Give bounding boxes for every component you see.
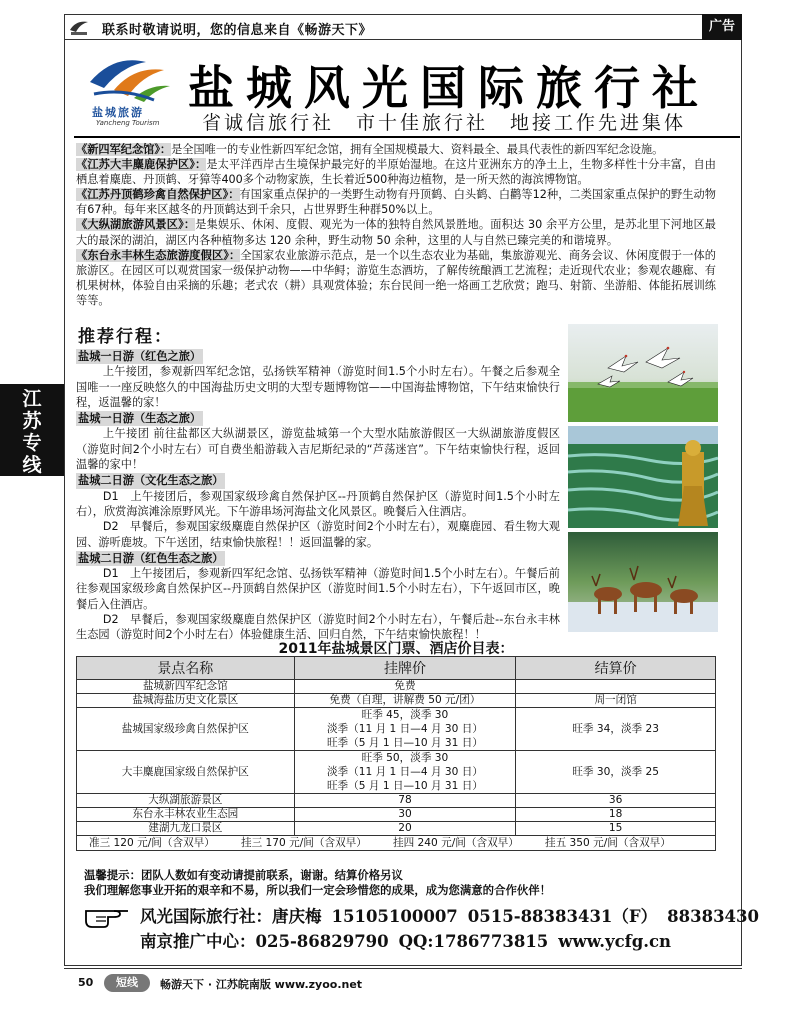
hotel-price: 挂三 170 元/间（含双早） (241, 836, 367, 849)
company-name: 盐城风光国际旅行社 (188, 61, 710, 115)
table-cell-name: 盐城新四军纪念馆 (77, 680, 295, 694)
side-section-label (0, 384, 64, 476)
attraction-text: 是全国唯一的专业性新四军纪念馆，拥有全国规模最大、资料最全、最具代表性的新四军纪念设施。 (171, 143, 664, 156)
table-cell-name: 大纵湖旅游景区 (77, 794, 295, 808)
itinerary-text: 上午接团，参观新四军纪念馆，弘扬铁军精神（游览时间1.5个小时左右）。午餐之后参观全国唯一一座反映悠久的中国海盐历史文明的大型专题博物馆——中国海盐博物馆，下午结束愉快行程，返温馨的家！ (76, 365, 560, 409)
itinerary-item (76, 410, 560, 472)
table-row (77, 708, 716, 751)
itinerary-title: 推荐行程： (78, 327, 173, 347)
itinerary-list (76, 348, 560, 643)
contact-qq: QQ:1786773815 (398, 932, 549, 951)
table-cell-settle: 周一闭馆 (516, 694, 716, 708)
table-cell-settle: 36 (516, 794, 716, 808)
contact-fax: 0515-88383431（F） (467, 907, 658, 926)
hotel-price: 挂四 240 元/间（含双早） (393, 836, 519, 849)
header-rule (74, 136, 740, 138)
price-line: 淡季（11 月 1 日—4 月 30 日） (326, 723, 483, 735)
price-line: 旺季（5 月 1 日—10 月 31 日） (326, 737, 483, 749)
attraction-name: 《东台永丰林生态旅游度假区》： (76, 248, 241, 262)
table-cell-name: 大丰麋鹿国家级自然保护区 (77, 751, 295, 794)
attraction-text: 是太平洋西岸古生境保护最完好的半原始湿地。在这片亚洲东方的净土上，生物多样性十分丰富，自由栖息着麋鹿、丹顶鹤、牙獐等400多个动物家族，生长着近500种海边植物，是一所天然的海滨博物馆。 (76, 158, 716, 187)
attraction-name: 《新四军纪念馆》： (76, 143, 172, 156)
attraction-text: 是集娱乐、休闲、度假、观光为一体的独特自然风景胜地。面积达 30 余平方公里，是苏北里下河地区最大的最深的湖泊，湖区内各种植物多达 120 余种，野生动物 50 余种，这里的人与自然已臻完美的和谐境界。 (76, 218, 716, 247)
table-row (77, 694, 716, 708)
price-line: 淡季（11 月 1 日—4 月 30 日） (326, 766, 483, 778)
pointing-hand-icon (84, 903, 132, 929)
price-table-title: 2011年盐城景区门票、酒店价目表： (278, 641, 514, 657)
warm-tip (84, 868, 724, 898)
attraction-text: 有国家重点保护的一类野生动物有丹顶鹤、白头鹤、白鹳等12种，二类国家重点保护的野生动物有67种。每年来区越冬的丹顶鹤达到千余只，占世界野生种群50%以上。 (76, 188, 716, 217)
contact-line (140, 904, 769, 929)
contact-company: 风光国际旅行社：唐庆梅 (140, 907, 322, 926)
contact-block (140, 904, 769, 954)
itinerary-text: D2 早餐后，参观国家级麋鹿自然保护区（游览时间2个小时左右），午餐后赴--东台永丰林生态园（游览时间2个小时左右）体验健康生活、回归自然，下午结束愉快旅程！！ (76, 613, 560, 642)
tip-line: 温馨提示：团队人数如有变动请提前联系，谢谢。结算价格另议 (84, 868, 403, 882)
company-slogan: 省诚信旅行社 市十佳旅行社 地接工作先进集体 (202, 112, 687, 134)
ad-tag: 广告 (702, 14, 742, 40)
logo-text: 盐城旅游 (92, 106, 144, 119)
magazine-mini-logo-icon (68, 18, 90, 36)
top-rule (64, 39, 702, 40)
side-label-char: 苏 (22, 410, 42, 432)
table-row (77, 808, 716, 822)
itinerary-day-title: 盐城二日游（红色生态之旅） (78, 551, 224, 565)
side-label-char: 专 (22, 432, 42, 454)
intro-paragraph (76, 248, 716, 308)
attraction-text: 全国家农业旅游示范点，是一个以生态农业为基础，集旅游观光、商务会议、休闲度假于一体的旅游区。在园区可以观赏国家一级保护动物——中华鲟；游览生态酒坊，了解传统酿酒工艺流程；走近现代农业；参观农趣廊、有机果树林，体验自由采摘的乐趣；老式农（耕）具观赏体验；东台民间一绝一烙画工艺欣赏；跑马、射箭、坐游船、体能拓展训练等等。 (76, 248, 716, 307)
price-line: 旺季（5 月 1 日—10 月 31 日） (326, 780, 483, 792)
table-row (77, 751, 716, 794)
table-cell-name: 建湖九龙口景区 (77, 822, 295, 836)
price-line: 旺季 45，淡季 30 (361, 709, 449, 721)
intro-paragraph (76, 217, 716, 247)
table-row (77, 680, 716, 694)
itinerary-day-title: 盐城一日游（红色之旅） (78, 350, 202, 363)
table-header-row (77, 657, 716, 680)
tip-line: 我们理解您事业开拓的艰辛和不易，所以我们一定会珍惜您的成果，成为您满意的合作伙伴！ (84, 883, 552, 897)
page-number: 50 (78, 976, 94, 989)
page-footer (64, 972, 742, 996)
itinerary-text: 上午接团 前往盐都区大纵湖景区，游览盐城第一个大型水陆旅游假区一大纵湖旅游度假区（游览时间2个小时左右）可自费坐船游载入吉尼斯纪录的“芦荡迷宫”。下午结束愉快行程，返回温馨的家中！ (76, 427, 560, 472)
hotel-price-cell (77, 836, 716, 851)
table-row (77, 822, 716, 836)
itinerary-day-title: 盐城二日游（文化生态之旅） (78, 474, 224, 488)
price-table (76, 656, 716, 851)
intro-paragraph (76, 142, 716, 157)
table-cell-name: 盐城国家级珍禽自然保护区 (77, 708, 295, 751)
itinerary-day-title: 盐城一日游（生态之旅） (78, 412, 202, 426)
table-header-cell: 结算价 (516, 657, 716, 680)
table-cell-settle (516, 680, 716, 694)
hotel-price: 准三 120 元/间（含双早） (89, 836, 215, 849)
table-cell-list (294, 751, 516, 794)
table-row (77, 794, 716, 808)
table-cell-list: 78 (294, 794, 516, 808)
side-label-char: 线 (22, 454, 42, 476)
magazine-name: 畅游天下 · 江苏皖南版 www.zyoo.net (160, 978, 363, 991)
intro-paragraph (76, 187, 716, 217)
intro-paragraph (76, 157, 716, 187)
table-cell-list: 免费 (294, 680, 516, 694)
section-badge: 短线 (104, 974, 150, 992)
contact-nanjing: 南京推广中心：025-86829790 (140, 932, 389, 951)
side-label-char: 江 (22, 388, 42, 410)
table-cell-list: 20 (294, 822, 516, 836)
crane-photo (568, 324, 718, 422)
logo-subtitle: Yancheng Tourism (96, 119, 160, 127)
wetland-photo (568, 426, 718, 528)
table-cell-settle: 15 (516, 822, 716, 836)
itinerary-item (76, 348, 560, 410)
table-cell-list (294, 708, 516, 751)
table-cell-name: 盐城海盐历史文化景区 (77, 694, 295, 708)
contact-website[interactable]: www.ycfg.cn (558, 932, 672, 951)
contact-phone: 88383430 (667, 907, 759, 926)
deer-photo (568, 532, 718, 632)
itinerary-item (76, 550, 560, 643)
table-cell-settle: 旺季 34，淡季 23 (516, 708, 716, 751)
footer-rule (64, 968, 742, 969)
itinerary-text: D1 上午接团后，参观新四军纪念馆、弘扬铁军精神（游览时间1.5个小时左右）。午餐后前往参观国家级珍禽自然保护区--丹顶鹤自然保护区（游览时间1.5个小时左右），下午返回市区，晚餐后入住酒店。 (76, 567, 560, 611)
table-header-cell: 景点名称 (77, 657, 295, 680)
attraction-name: 《江苏大丰麋鹿保护区》： (76, 158, 207, 172)
table-cell-list: 30 (294, 808, 516, 822)
table-cell-list: 免费（自理，讲解费 50 元/团） (294, 694, 516, 708)
source-notice: 联系时敬请说明，您的信息来自《畅游天下》 (102, 23, 373, 38)
contact-mobile: 15105100007 (331, 907, 458, 926)
hotel-price-row (77, 836, 716, 851)
table-cell-settle: 旺季 30，淡季 25 (516, 751, 716, 794)
top-bar (64, 14, 742, 40)
itinerary-text: D1 上午接团后，参观国家级珍禽自然保护区--丹顶鹤自然保护区（游览时间1.5个小时左右），欣赏海滨滩涂原野风光。下午游串场河海盐文化风景区。晚餐后入住酒店。 (76, 489, 560, 518)
table-cell-name: 东台永丰林农业生态园 (77, 808, 295, 822)
hotel-price: 挂五 350 元/间（含双早） (545, 836, 671, 849)
attraction-name: 《大纵湖旅游风景区》： (76, 218, 196, 232)
itinerary-item (76, 472, 560, 549)
contact-line (140, 929, 769, 954)
price-line: 旺季 50，淡季 30 (361, 752, 449, 764)
table-header-cell: 挂牌价 (294, 657, 516, 680)
table-cell-settle: 18 (516, 808, 716, 822)
attractions-intro (76, 142, 716, 308)
itinerary-text: D2 早餐后，参观国家级麋鹿自然保护区（游览时间2个小时左右），观麋鹿园、看生物大观园、游听鹿坡。下午送团，结束愉快旅程！！返回温馨的家。 (76, 520, 560, 549)
attraction-name: 《江苏丹顶鹤珍禽自然保护区》： (76, 188, 240, 202)
